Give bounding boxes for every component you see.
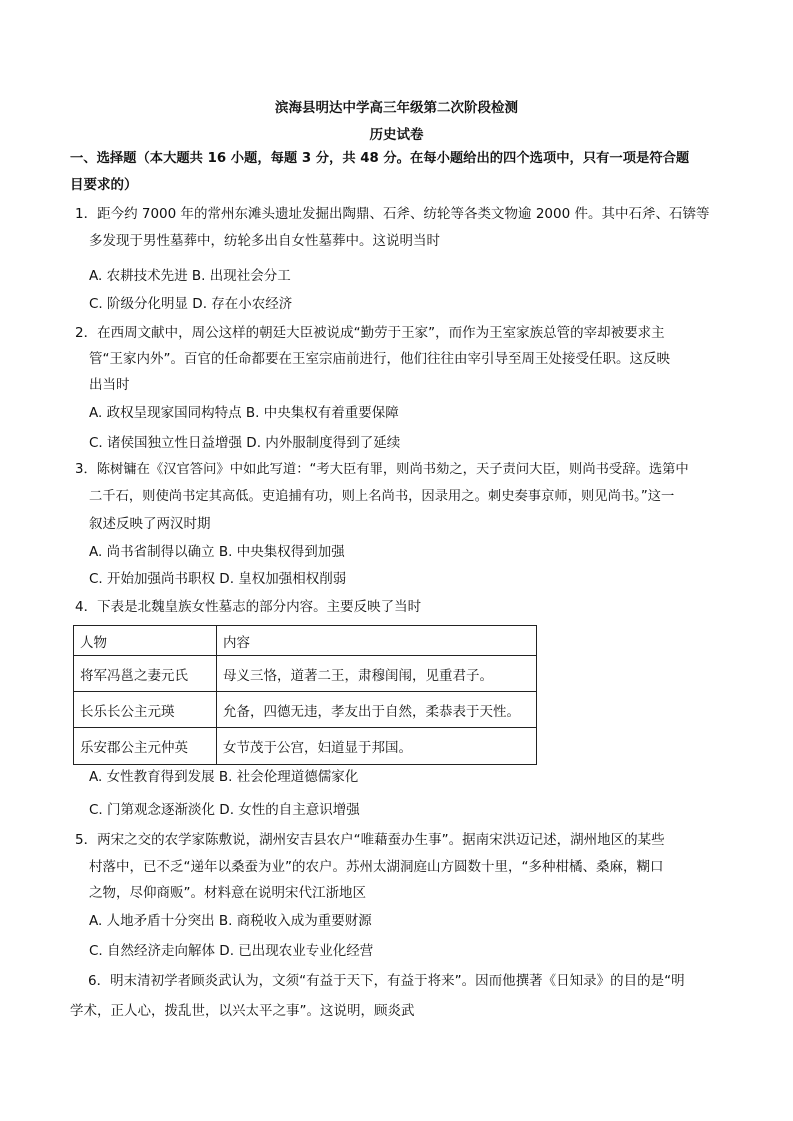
q1-options-cd: C. 阶级分化明显 D. 存在小农经济 xyxy=(89,296,293,312)
table-cell: 乐安郡公主元仲英 xyxy=(74,728,217,765)
q6-stem-line2: 学术，正人心，拨乱世，以兴太平之事”。这说明，顾炎武 xyxy=(70,1003,415,1019)
q3-stem-line2: 二千石，则使尚书定其高低。吏追捕有功，则上名尚书，因录用之。刺史奏事京师，则见尚书。”这一 xyxy=(89,489,675,504)
q3-stem-line1: 3．陈树镛在《汉官答问》中如此写道：“考大臣有罪，则尚书劾之，天子责问大臣，则尚书受辞。选第中 xyxy=(75,462,689,477)
q5-options-ab: A. 人地矛盾十分突出 B. 商税收入成为重要财源 xyxy=(89,913,372,929)
q1-stem-line1: 1．距今约 7000 年的常州东滩头遗址发掘出陶鼎、石斧、纺轮等各类文物逾 2000 件。其中石斧、石锛等 xyxy=(75,206,710,222)
q4-options-ab: A. 女性教育得到发展 B. 社会伦理道德儒家化 xyxy=(89,769,359,785)
exam-subtitle: 历史试卷 xyxy=(369,127,424,143)
table-row xyxy=(74,656,537,692)
table-header-cell: 内容 xyxy=(217,626,537,656)
table-cell: 允备，四德无违，孝友出于自然，柔恭表于天性。 xyxy=(217,692,537,728)
table-header-cell: 人物 xyxy=(74,626,217,656)
table-cell: 将军冯邕之妻元氏 xyxy=(74,656,217,692)
table-cell: 长乐长公主元瑛 xyxy=(74,692,217,728)
q3-options-ab: A. 尚书省制得以确立 B. 中央集权得到加强 xyxy=(89,544,345,560)
q5-stem-line1: 5．两宋之交的农学家陈敷说，湖州安吉县农户“唯藉蚕办生事”。据南宋洪迈记述，湖州地区的某些 xyxy=(75,832,665,848)
q2-stem-line3: 出当时 xyxy=(89,377,130,393)
q3-options-cd: C. 开始加强尚书职权 D. 皇权加强相权削弱 xyxy=(89,571,347,587)
q4-table xyxy=(73,625,537,765)
q5-stem-line3: 之物，尽仰商贩”。材料意在说明宋代江浙地区 xyxy=(89,885,366,901)
q3-stem-line3: 叙述反映了两汉时期 xyxy=(89,516,211,532)
table-cell: 母义三恪，道著二王，肃穆闺闱，见重君子。 xyxy=(217,656,537,692)
q2-options-cd: C. 诸侯国独立性日益增强 D. 内外服制度得到了延续 xyxy=(89,435,401,451)
section-heading-line2: 目要求的） xyxy=(70,177,138,193)
q5-stem-line2: 村落中，已不乏“递年以桑蚕为业”的农户。苏州太湖洞庭山方圆数十里，“多种柑橘、桑麻，糊口 xyxy=(89,859,664,875)
section-heading-line1: 一、选择题（本大题共 16 小题，每题 3 分，共 48 分。在每小题给出的四个选项中，只有一项是符合题 xyxy=(70,151,690,166)
table-row xyxy=(74,692,537,728)
q2-stem-line1: 2．在西周文献中，周公这样的朝廷大臣被说成“勤劳于王家”，而作为王室家族总管的宰却被要求主 xyxy=(75,325,665,341)
q4-stem-line1: 4．下表是北魏皇族女性墓志的部分内容。主要反映了当时 xyxy=(75,599,422,615)
exam-title: 滨海县明达中学高三年级第二次阶段检测 xyxy=(275,100,518,116)
q4-options-cd: C. 门第观念逐渐淡化 D. 女性的自主意识增强 xyxy=(89,802,360,818)
table-cell: 女节茂于公宫，妇道显于邦国。 xyxy=(217,728,537,765)
q5-options-cd: C. 自然经济走向解体 D. 已出现农业专业化经营 xyxy=(89,943,374,959)
q1-stem-line2: 多发现于男性墓葬中，纺轮多出自女性墓葬中。这说明当时 xyxy=(89,233,440,249)
q2-options-ab: A. 政权呈现家国同构特点 B. 中央集权有着重要保障 xyxy=(89,405,399,421)
table-header-row xyxy=(74,626,537,656)
q6-stem-line1: 6．明末清初学者顾炎武认为，文须“有益于天下，有益于将来”。因而他撰著《日知录》的目的是“明 xyxy=(88,973,685,989)
table-row xyxy=(74,728,537,765)
q2-stem-line2: 管“王家内外”。百官的任命都要在王室宗庙前进行，他们往往由宰引导至周王处接受任职。这反映 xyxy=(89,351,670,367)
q1-options-ab: A. 农耕技术先进 B. 出现社会分工 xyxy=(89,268,291,284)
